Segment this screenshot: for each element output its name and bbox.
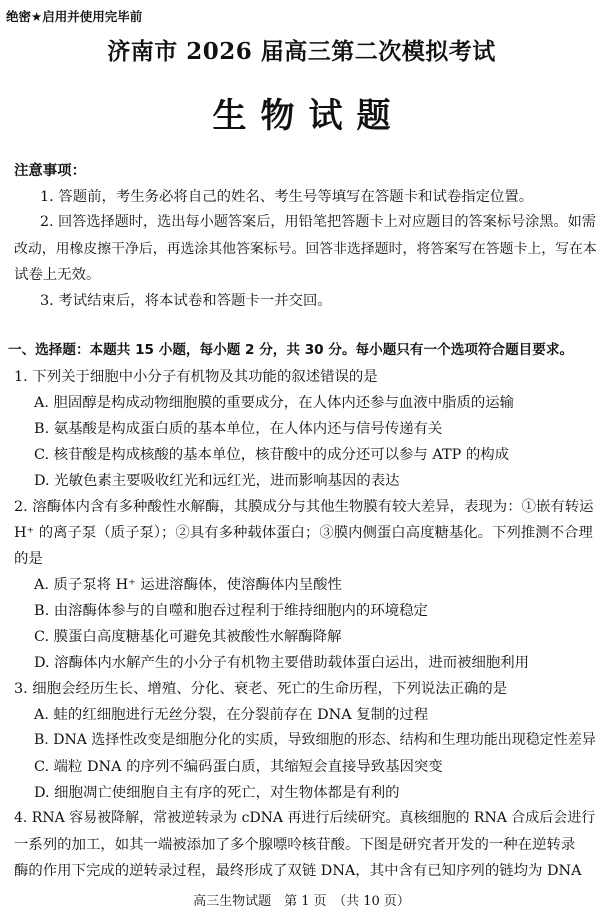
q2-stem-line-2: H⁺ 的离子泵（质子泵）；②具有多种载体蛋白；③膜内侧蛋白高度糖基化。下列推测不合理 bbox=[14, 525, 593, 541]
q4-stem-line-3: 酶的作用下完成的逆转录过程，最终形成了双链 DNA，其中含有已知序列的链均为 DNA bbox=[14, 863, 582, 879]
q3-option-d: D. 细胞凋亡使细胞自主有序的死亡，对生物体都是有利的 bbox=[34, 785, 400, 801]
q2-option-b: B. 由溶酶体参与的自噬和胞吞过程利于维持细胞内的环境稳定 bbox=[34, 603, 428, 619]
q2-stem-line-1: 2. 溶酶体内含有多种酸性水解酶，其膜成分与其他生物膜有较大差异，表现为：①嵌有转运 bbox=[14, 499, 594, 515]
q3-option-b: B. DNA 选择性改变是细胞分化的实质，导致细胞的形态、结构和生理功能出现稳定性差异 bbox=[34, 732, 596, 748]
q1-option-b: B. 氨基酸是构成蛋白质的基本单位，在人体内还与信号传递有关 bbox=[34, 421, 443, 437]
page-footer: 高三生物试题 第 1 页 （共 10 页） bbox=[193, 894, 410, 909]
q1-option-d: D. 光敏色素主要吸收红光和远红光，进而影响基因的表达 bbox=[34, 473, 400, 489]
q2-stem-line-3: 的是 bbox=[14, 551, 43, 567]
q1-option-c: C. 核苷酸是构成核酸的基本单位，核苷酸中的成分还可以参与 ATP 的构成 bbox=[34, 447, 510, 463]
exam-title: 济南市 2026 届高三第二次模拟考试 bbox=[107, 38, 496, 65]
q2-option-d: D. 溶酶体内水解产生的小分子有机物主要借助载体蛋白运出，进而被细胞利用 bbox=[34, 655, 530, 671]
q3-option-c: C. 端粒 DNA 的序列不编码蛋白质，其缩短会直接导致基因突变 bbox=[34, 759, 443, 775]
subject-title: 生物试题 bbox=[212, 96, 405, 136]
q4-stem-line-2: 一系列的加工，如其一端被添加了多个腺嘌呤核苷酸。下图是研究者开发的一种在逆转录 bbox=[14, 837, 576, 853]
section1-heading: 一、选择题：本题共 15 小题，每小题 2 分，共 30 分。每小题只有一个选项符合题目要求。 bbox=[8, 342, 574, 358]
notes-line-2: 2. 回答选择题时，选出每小题答案后，用铅笔把答题卡上对应题目的答案标号涂黑。如需 bbox=[40, 214, 596, 230]
q3-option-a: A. 蛙的红细胞进行无丝分裂，在分裂前存在 DNA 复制的过程 bbox=[34, 707, 429, 723]
notes-line-1: 1. 答题前，考生务必将自己的姓名、考生号等填写在答题卡和试卷指定位置。 bbox=[40, 189, 534, 205]
notes-heading: 注意事项： bbox=[14, 163, 86, 179]
notes-line-3: 改动，用橡皮擦干净后，再选涂其他答案标号。回答非选择题时，将答案写在答题卡上，写在本 bbox=[14, 241, 597, 257]
q2-option-a: A. 质子泵将 H⁺ 运进溶酶体，使溶酶体内呈酸性 bbox=[34, 577, 342, 593]
q4-stem-line-1: 4. RNA 容易被降解，常被逆转录为 cDNA 再进行后续研究。真核细胞的 RNA 合成后会进行 bbox=[14, 810, 596, 826]
q1-option-a: A. 胆固醇是构成动物细胞膜的重要成分，在人体内还参与血液中脂质的运输 bbox=[34, 395, 515, 411]
q2-option-c: C. 膜蛋白高度糖基化可避免其被酸性水解酶降解 bbox=[34, 629, 342, 645]
q3-stem: 3. 细胞会经历生长、增殖、分化、衰老、死亡的生命历程，下列说法正确的是 bbox=[14, 681, 508, 697]
notes-line-4: 试卷上无效。 bbox=[14, 267, 101, 283]
notes-line-5: 3. 考试结束后，将本试卷和答题卡一并交回。 bbox=[40, 293, 332, 309]
q1-stem: 1. 下列关于细胞中小分子有机物及其功能的叙述错误的是 bbox=[14, 369, 378, 385]
secret-notice: 绝密★启用并使用完毕前 bbox=[6, 9, 143, 24]
